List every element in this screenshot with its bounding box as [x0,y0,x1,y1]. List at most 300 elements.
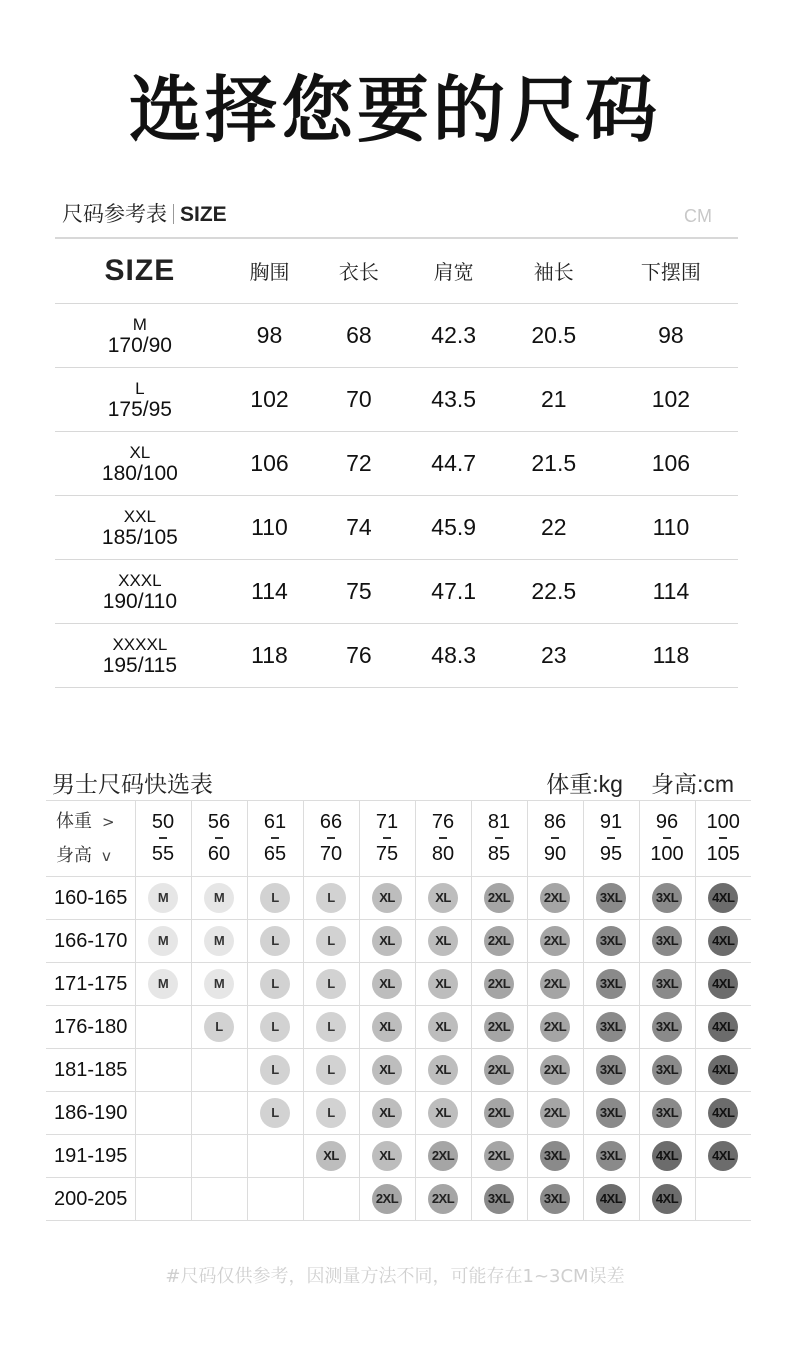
size-badge: 2XL [540,883,570,913]
measurement-value: 22.5 [504,559,604,623]
footnote: #尺码仅供参考，因测量方法不同，可能存在1~3CM误差 [165,1266,625,1287]
size-badge: 4XL [652,1184,682,1214]
size-recommendation-cell [303,877,359,920]
size-recommendation-cell [583,1135,639,1178]
measurement-value: 47.1 [404,559,504,623]
size-recommendation-cell [247,1006,303,1049]
size-recommendation-cell [471,1178,527,1221]
quick-selector-header-row [46,801,751,877]
size-recommendation-cell [583,920,639,963]
column-header: SIZE [55,238,225,303]
size-badge: M [148,969,178,999]
size-recommendation-cell [415,1092,471,1135]
weight-range-header [359,801,415,877]
size-recommendation-cell [583,1092,639,1135]
size-badge: L [316,1098,346,1128]
height-range-label: 186-190 [46,1092,135,1135]
size-recommendation-cell [471,1135,527,1178]
corner-cell [46,801,135,877]
size-recommendation-cell [639,1178,695,1221]
size-recommendation-cell [471,920,527,963]
weight-range-header [415,801,471,877]
size-recommendation-cell [639,877,695,920]
size-recommendation-cell [695,1092,751,1135]
range-dash [719,837,727,839]
weight-range-header [135,801,191,877]
size-badge: 3XL [652,1055,682,1085]
size-recommendation-cell [639,963,695,1006]
size-recommendation-cell [247,877,303,920]
weight-range-header [191,801,247,877]
size-recommendation-cell [303,1006,359,1049]
size-badge: 2XL [484,1141,514,1171]
height-range-label: 181-185 [46,1049,135,1092]
size-recommendation-cell [527,1049,583,1092]
height-range-label: 176-180 [46,1006,135,1049]
size-recommendation-cell [359,1178,415,1221]
size-row [55,559,738,623]
size-badge: M [148,926,178,956]
column-header: 衣长 [314,238,403,303]
size-recommendation-cell [583,1178,639,1221]
size-recommendation-cell [191,1006,247,1049]
size-badge: XL [428,1055,458,1085]
range-dash [607,837,615,839]
measurement-value: 102 [604,367,738,431]
size-recommendation-cell [583,877,639,920]
size-row [55,303,738,367]
size-badge: 2XL [484,969,514,999]
size-badge: 2XL [540,1055,570,1085]
height-row [46,1049,751,1092]
size-badge: 4XL [708,883,738,913]
weight-range-low: 81 [487,811,511,833]
size-badge: XL [428,969,458,999]
measurement-value: 114 [225,559,314,623]
size-recommendation-cell [135,1092,191,1135]
size-recommendation-cell [527,877,583,920]
size-recommendation-cell [191,1135,247,1178]
size-cell [55,495,225,559]
size-recommendation-cell [247,1092,303,1135]
size-cell [55,431,225,495]
size-badge: 2XL [540,926,570,956]
size-recommendation-cell [695,877,751,920]
height-unit-label: 身高:cm [650,771,734,797]
measurement-value: 20.5 [504,303,604,367]
size-recommendation-cell [135,1006,191,1049]
weight-range-low: 56 [207,811,231,833]
size-recommendation-cell [471,1006,527,1049]
size-badge: 4XL [652,1141,682,1171]
measurement-value: 106 [225,431,314,495]
size-recommendation-cell [695,1006,751,1049]
size-badge: M [204,883,234,913]
size-recommendation-cell [695,920,751,963]
height-chest-label: 170/90 [107,334,172,357]
size-badge: 3XL [596,1098,626,1128]
size-badge: L [260,1012,290,1042]
measurement-value: 44.7 [404,431,504,495]
measurement-value: 43.5 [404,367,504,431]
size-recommendation-cell [415,1178,471,1221]
weight-range-high: 85 [487,843,511,865]
size-recommendation-cell [191,963,247,1006]
size-badge: XL [372,969,402,999]
measurement-value: 118 [225,623,314,687]
size-recommendation-cell [471,1049,527,1092]
size-label: L [135,379,145,398]
weight-range-header [303,801,359,877]
weight-range-high: 90 [543,843,567,865]
size-recommendation-cell [471,963,527,1006]
size-badge: 3XL [596,1055,626,1085]
weight-range-header [527,801,583,877]
size-badge: M [204,969,234,999]
height-range-label: 171-175 [46,963,135,1006]
size-badge: L [260,883,290,913]
height-chest-label: 195/115 [102,654,178,677]
size-badge: XL [428,1012,458,1042]
weight-range-high: 95 [599,843,623,865]
size-cell [55,303,225,367]
column-header: 胸围 [225,238,314,303]
size-badge: 3XL [652,926,682,956]
size-row [55,431,738,495]
weight-range-header [695,801,751,877]
size-recommendation-cell [247,920,303,963]
size-row [55,367,738,431]
size-badge: L [260,926,290,956]
weight-range-high: 65 [263,843,287,865]
size-badge: L [316,926,346,956]
size-recommendation-cell [639,1135,695,1178]
size-badge: 3XL [652,969,682,999]
height-chest-label: 180/100 [101,462,178,485]
measurement-value: 102 [225,367,314,431]
size-recommendation-cell [135,1135,191,1178]
size-recommendation-cell [415,920,471,963]
size-recommendation-cell [583,963,639,1006]
weight-range-low: 76 [431,811,455,833]
height-row [46,1006,751,1049]
size-recommendation-cell [303,963,359,1006]
measurement-value: 118 [604,623,738,687]
weight-range-high: 55 [151,843,175,865]
size-badge: XL [428,883,458,913]
measurement-value: 68 [314,303,403,367]
weight-range-high: 75 [375,843,399,865]
size-badge: 3XL [596,1012,626,1042]
size-row [55,623,738,687]
measurement-value: 106 [604,431,738,495]
size-badge: XL [372,1098,402,1128]
page-title: 选择您要的尺码 [128,68,661,152]
size-label: XXXL [118,571,162,590]
corner-height: 身高 v [56,844,111,866]
height-chest-label: 185/105 [101,526,178,549]
measurement-value: 23 [504,623,604,687]
size-cell [55,367,225,431]
size-recommendation-cell [247,1135,303,1178]
size-badge: 2XL [428,1184,458,1214]
size-badge: L [316,969,346,999]
column-header: 下摆围 [604,238,738,303]
size-badge: 2XL [540,1098,570,1128]
size-badge: 3XL [652,1012,682,1042]
heading-divider [173,204,174,224]
size-recommendation-cell [695,1049,751,1092]
size-recommendation-cell [639,1006,695,1049]
height-chest-label: 190/110 [102,590,178,613]
size-cell [55,623,225,687]
size-badge: XL [428,926,458,956]
size-label: M [132,315,147,334]
size-recommendation-cell [527,1178,583,1221]
size-recommendation-cell [359,1135,415,1178]
weight-range-high: 70 [319,843,343,865]
measurement-value: 76 [314,623,403,687]
size-recommendation-cell [527,920,583,963]
measurement-value: 48.3 [404,623,504,687]
weight-range-low: 50 [151,811,175,833]
height-row [46,920,751,963]
height-chest-label: 175/95 [107,398,172,421]
size-reference-title-en: SIZE [180,203,227,226]
size-badge: L [316,1055,346,1085]
weight-range-high: 80 [431,843,455,865]
size-recommendation-cell [695,1178,751,1221]
size-badge: XL [316,1141,346,1171]
size-badge: XL [428,1098,458,1128]
weight-range-low: 66 [319,811,343,833]
size-recommendation-cell [135,963,191,1006]
size-recommendation-cell [639,920,695,963]
weight-range-header [583,801,639,877]
weight-range-header [639,801,695,877]
size-badge: 3XL [652,1098,682,1128]
range-dash [159,837,167,839]
measurement-value: 21.5 [504,431,604,495]
weight-range-low: 71 [375,811,399,833]
size-recommendation-cell [359,877,415,920]
size-badge: 3XL [596,1141,626,1171]
height-row [46,877,751,920]
size-label: XXXXL [112,635,168,654]
size-recommendation-cell [527,1092,583,1135]
height-row [46,1178,751,1221]
weight-range-high: 100 [650,843,684,865]
unit-label: CM [684,206,712,226]
size-recommendation-cell [191,920,247,963]
chevron-right-icon: > [102,812,115,831]
size-recommendation-cell [415,963,471,1006]
size-recommendation-cell [303,920,359,963]
size-recommendation-cell [527,963,583,1006]
size-badge: 2XL [540,969,570,999]
range-dash [215,837,223,839]
quick-selector-title: 男士尺码快选表 [52,772,213,798]
height-range-label: 160-165 [46,877,135,920]
range-dash [439,837,447,839]
measurement-value: 74 [314,495,403,559]
weight-range-low: 86 [543,811,567,833]
size-recommendation-cell [695,963,751,1006]
size-recommendation-cell [359,1006,415,1049]
weight-unit-label: 体重:kg [546,771,623,797]
range-dash [551,837,559,839]
weight-range-low: 91 [599,811,623,833]
size-badge: 4XL [708,969,738,999]
size-recommendation-cell [415,1135,471,1178]
size-recommendation-cell [247,963,303,1006]
size-badge: XL [372,883,402,913]
size-recommendation-cell [135,877,191,920]
size-badge: XL [372,1055,402,1085]
range-dash [663,837,671,839]
size-badge: L [204,1012,234,1042]
weight-range-high: 105 [706,843,740,865]
size-recommendation-cell [191,1092,247,1135]
size-badge: M [148,883,178,913]
weight-range-high: 60 [207,843,231,865]
size-badge: 4XL [708,1141,738,1171]
size-reference-header-row [55,238,738,303]
weight-range-low: 96 [655,811,679,833]
size-badge: 3XL [540,1141,570,1171]
measurement-value: 72 [314,431,403,495]
size-badge: 4XL [708,1012,738,1042]
size-badge: L [316,883,346,913]
size-recommendation-cell [303,1178,359,1221]
height-range-label: 166-170 [46,920,135,963]
size-badge: 3XL [596,969,626,999]
size-badge: 4XL [708,1055,738,1085]
size-badge: 3XL [652,883,682,913]
size-badge: L [316,1012,346,1042]
column-header: 肩宽 [404,238,504,303]
size-badge: 2XL [428,1141,458,1171]
column-header: 袖长 [504,238,604,303]
measurement-value: 114 [604,559,738,623]
measurement-value: 75 [314,559,403,623]
size-recommendation-cell [415,877,471,920]
size-recommendation-cell [303,1092,359,1135]
measurement-value: 22 [504,495,604,559]
size-badge: 4XL [708,926,738,956]
size-label: XL [129,443,151,462]
measurement-value: 70 [314,367,403,431]
quick-selector-units [518,766,734,799]
size-badge: L [260,1098,290,1128]
size-reference-heading [62,198,227,228]
size-recommendation-cell [359,1092,415,1135]
measurement-value: 110 [225,495,314,559]
size-recommendation-cell [135,1178,191,1221]
size-badge: 2XL [540,1012,570,1042]
size-badge: 2XL [484,1055,514,1085]
size-badge: XL [372,926,402,956]
size-badge: 2XL [372,1184,402,1214]
measurement-value: 110 [604,495,738,559]
measurement-value: 42.3 [404,303,504,367]
size-recommendation-cell [247,1049,303,1092]
size-recommendation-cell [527,1006,583,1049]
size-recommendation-cell [135,1049,191,1092]
quick-selector-body [46,877,751,1221]
size-recommendation-cell [191,877,247,920]
measurement-value: 98 [604,303,738,367]
size-recommendation-cell [303,1049,359,1092]
size-badge: 2XL [484,926,514,956]
quick-selector-table [46,800,751,1221]
size-recommendation-cell [471,877,527,920]
size-recommendation-cell [303,1135,359,1178]
size-badge: L [260,1055,290,1085]
corner-weight: 体重 > [56,810,115,832]
size-badge: 3XL [540,1184,570,1214]
size-label: XXL [123,507,156,526]
size-recommendation-cell [359,920,415,963]
size-badge: 2XL [484,1012,514,1042]
measurement-value: 98 [225,303,314,367]
height-row [46,1135,751,1178]
height-range-label: 200-205 [46,1178,135,1221]
measurement-value: 21 [504,367,604,431]
size-badge: L [260,969,290,999]
size-badge: XL [372,1141,402,1171]
size-badge: M [204,926,234,956]
size-recommendation-cell [527,1135,583,1178]
size-recommendation-cell [359,1049,415,1092]
size-badge: 3XL [484,1184,514,1214]
size-recommendation-cell [191,1049,247,1092]
size-badge: 2XL [484,1098,514,1128]
size-recommendation-cell [639,1049,695,1092]
size-recommendation-cell [583,1006,639,1049]
size-badge: 2XL [484,883,514,913]
height-row [46,963,751,1006]
range-dash [327,837,335,839]
size-badge: 3XL [596,883,626,913]
height-range-label: 191-195 [46,1135,135,1178]
size-badge: 4XL [708,1098,738,1128]
size-reference-body [55,303,738,687]
size-recommendation-cell [191,1178,247,1221]
size-badge: 3XL [596,926,626,956]
size-recommendation-cell [471,1092,527,1135]
height-row [46,1092,751,1135]
size-badge: 4XL [596,1184,626,1214]
size-recommendation-cell [359,963,415,1006]
size-recommendation-cell [247,1178,303,1221]
chevron-down-icon: v [102,846,111,865]
size-reference-title: 尺码参考表 [62,202,167,226]
size-recommendation-cell [415,1049,471,1092]
range-dash [271,837,279,839]
range-dash [383,837,391,839]
size-reference-table [55,237,738,688]
size-cell [55,559,225,623]
size-row [55,495,738,559]
weight-range-low: 100 [706,811,740,833]
size-recommendation-cell [135,920,191,963]
size-badge: XL [372,1012,402,1042]
size-recommendation-cell [695,1135,751,1178]
range-dash [495,837,503,839]
size-recommendation-cell [639,1092,695,1135]
weight-range-header [471,801,527,877]
